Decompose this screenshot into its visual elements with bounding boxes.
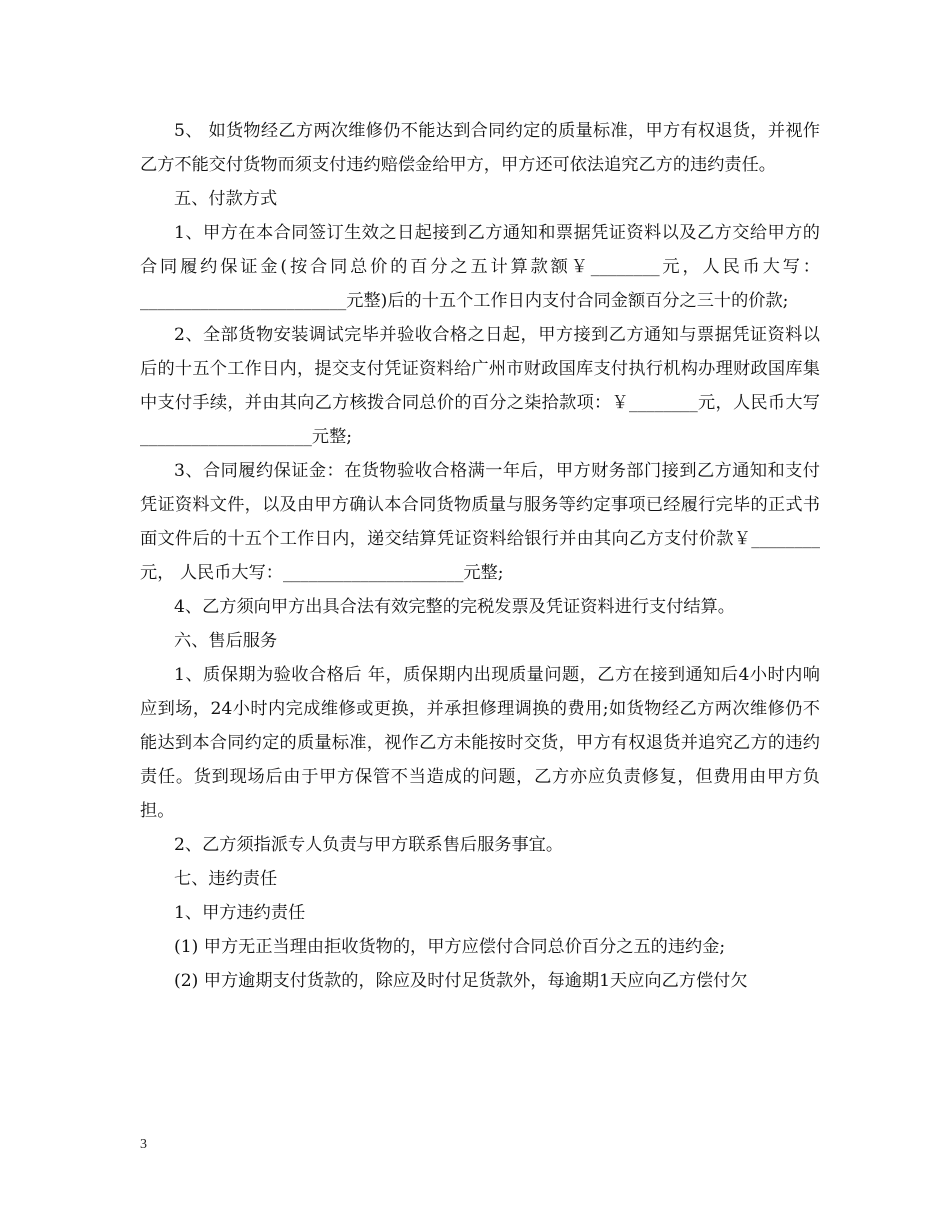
paragraph-liability-item-2: (2) 甲方逾期支付货款的，除应及时付足货款外，每逾期1天应向乙方偿付欠 xyxy=(174,971,748,991)
section-heading-after-sales: 六、售后服务 xyxy=(174,631,278,651)
section-heading-breach-liability: 七、违约责任 xyxy=(174,869,278,889)
paragraph-payment-4-invoice: 4、乙方须向甲方出具合法有效完整的完税发票及凭证资料进行支付结算。 xyxy=(174,597,735,617)
paragraph-clause-5-return-goods: 5、 如货物经乙方两次维修仍不能达到合同约定的质量标准，甲方有权退货，并视作乙方不能交付货物而须支付违约赔偿金给甲方，甲方还可依法追究乙方的违约责任。 xyxy=(140,121,820,175)
page-number: 3 xyxy=(140,1137,147,1152)
paragraph-after-sales-1-warranty: 1、质保期为验收合格后 年，质保期内出现质量问题，乙方在接到通知后4小时内响应到场，24小时内完成维修或更换，并承担修理调换的费用;如货物经乙方两次维修仍不能达到本合同约定的质量标准，视作乙方未能按时交货，甲方有权退货并追究乙方的违约责任。货到现场后由于甲方保管不当造成的问题，乙方亦应负责修复，但费用由甲方负担。 xyxy=(140,665,820,821)
section-heading-payment-method: 五、付款方式 xyxy=(174,189,278,209)
paragraph-after-sales-2-contact: 2、乙方须指派专人负责与甲方联系售后服务事宜。 xyxy=(174,835,564,855)
paragraph-payment-2: 2、全部货物安装调试完毕并验收合格之日起，甲方接到乙方通知与票据凭证资料以后的十五个工作日内，提交支付凭证资料给广州市财政国库支付执行机构办理财政国库集中支付手续，并由其向乙方核拨合同总价的百分之柒拾款项：￥________元，人民币大写____________________元整; xyxy=(140,325,820,447)
paragraph-payment-1: 1、甲方在本合同签订生效之日起接到乙方通知和票据凭证资料以及乙方交给甲方的合同履约保证金(按合同总价的百分之五计算款额￥________元，人民币大写：________________________元整)后的十五个工作日内支付合同金额百分之三十的价款; xyxy=(140,223,820,311)
paragraph-liability-item-1: (1) 甲方无正当理由拒收货物的，甲方应偿付合同总价百分之五的违约金; xyxy=(174,937,726,957)
paragraph-payment-3-performance-bond: 3、合同履约保证金：在货物验收合格满一年后，甲方财务部门接到乙方通知和支付凭证资料文件，以及由甲方确认本合同货物质量与服务等约定事项已经履行完毕的正式书面文件后的十五个工作日内，递交结算凭证资料给银行并由其向乙方支付价款￥________元， 人民币大写：_____________________元整; xyxy=(140,461,820,583)
contract-body xyxy=(140,114,820,998)
subheading-party-a-liability: 1、甲方违约责任 xyxy=(174,903,306,923)
